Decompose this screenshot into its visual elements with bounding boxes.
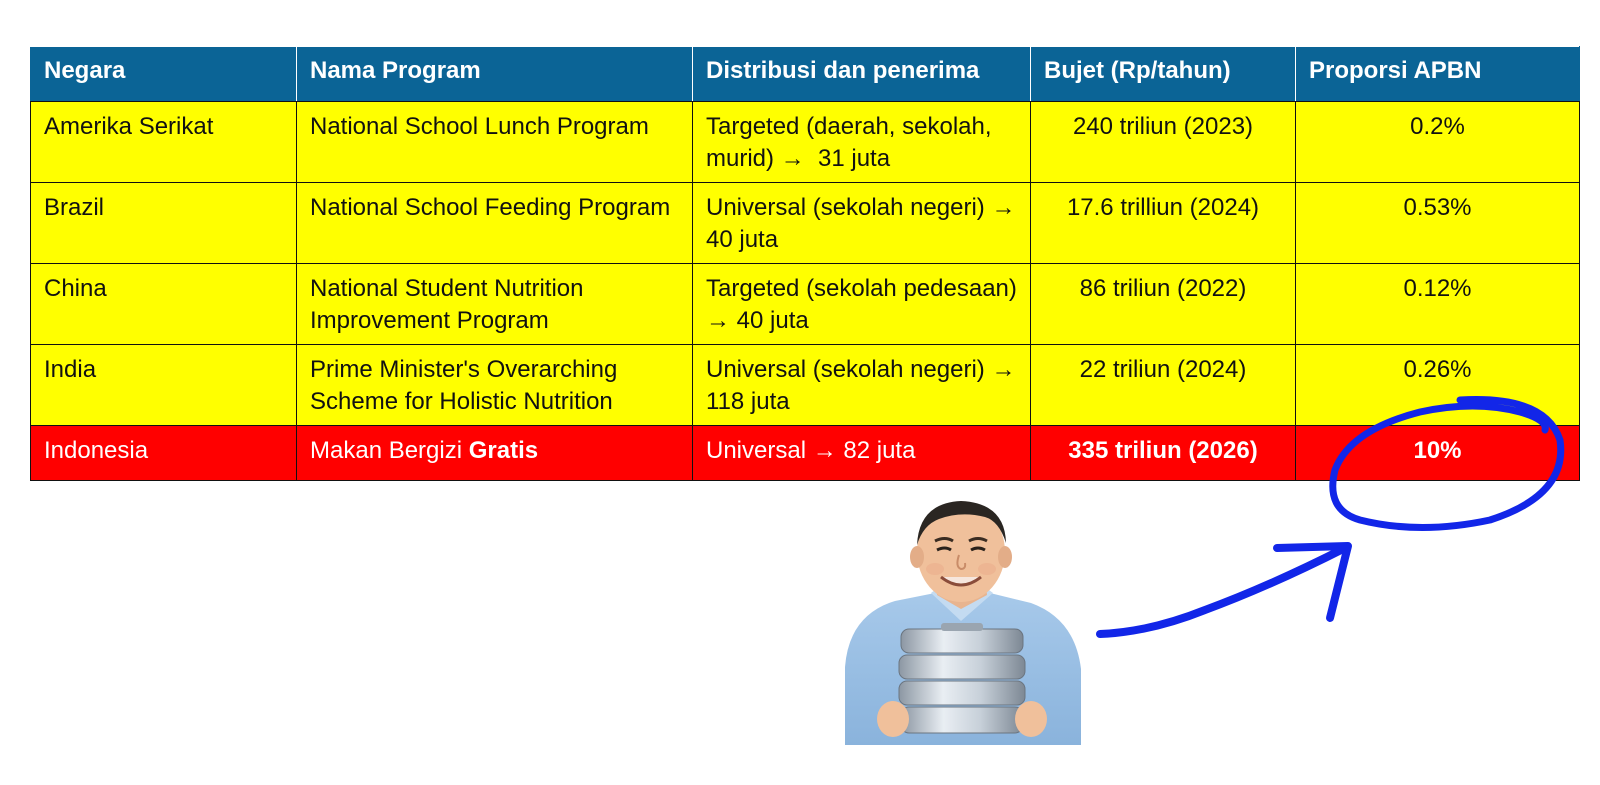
cell-proporsi: 10%	[1296, 426, 1580, 481]
comparison-table	[30, 46, 1580, 481]
cell-proporsi: 0.26%	[1296, 345, 1580, 426]
cell-distribusi	[693, 426, 1031, 481]
highlight-row	[31, 426, 1580, 481]
cell-bujet: 17.6 trilliun (2024)	[1031, 183, 1296, 264]
table-row	[31, 264, 1580, 345]
penerima-count: 40 juta	[706, 226, 779, 253]
header-bujet: Bujet (Rp/tahun)	[1031, 47, 1296, 102]
cell-negara: India	[31, 345, 297, 426]
cell-bujet: 86 triliun (2022)	[1031, 264, 1296, 345]
cell-program: National School Feeding Program	[297, 183, 693, 264]
cell-proporsi: 0.53%	[1296, 183, 1580, 264]
arrow-right-icon: →	[991, 194, 1016, 221]
cell-bujet: 335 triliun (2026)	[1031, 426, 1296, 481]
cell-distribusi	[693, 183, 1031, 264]
header-nama-program: Nama Program	[297, 47, 693, 102]
cell-negara: China	[31, 264, 297, 345]
penerima-count: 31 juta	[804, 145, 891, 172]
figure-holding-food-containers-icon	[835, 497, 1090, 745]
arrow-right-icon: →	[812, 437, 837, 464]
distribusi-text: Universal	[706, 437, 813, 464]
distribusi-text: Universal (sekolah negeri)	[706, 194, 992, 221]
program-bold-text: Gratis	[468, 437, 539, 464]
cell-negara: Brazil	[31, 183, 297, 264]
cell-negara: Amerika Serikat	[31, 102, 297, 183]
table-row	[31, 345, 1580, 426]
arrow-right-icon: →	[706, 307, 730, 334]
cell-program: Prime Minister's Overarching Scheme for Holistic Nutrition	[297, 345, 693, 426]
penerima-count: 118 juta	[706, 388, 790, 415]
arrow-right-icon: →	[991, 356, 1016, 383]
cell-bujet: 22 triliun (2024)	[1031, 345, 1296, 426]
cell-distribusi	[693, 102, 1031, 183]
penerima-count: 40 juta	[730, 307, 809, 334]
header-proporsi: Proporsi APBN	[1296, 47, 1580, 102]
cell-program	[297, 426, 693, 481]
distribusi-text: Targeted (daerah, sekolah, murid)	[706, 113, 992, 172]
arrow-right-icon: →	[780, 145, 805, 172]
program-text: Makan Bergizi	[310, 437, 469, 464]
cell-program: National School Lunch Program	[297, 102, 693, 183]
distribusi-text: Targeted (sekolah pedesaan)	[706, 275, 1017, 302]
cell-negara: Indonesia	[31, 426, 297, 481]
distribusi-text: Universal (sekolah negeri)	[706, 356, 992, 383]
header-distribusi: Distribusi dan penerima	[693, 47, 1031, 102]
cell-proporsi: 0.2%	[1296, 102, 1580, 183]
table-row	[31, 102, 1580, 183]
header-negara: Negara	[31, 47, 297, 102]
cell-program: National Student Nutrition Improvement Program	[297, 264, 693, 345]
penerima-count: 82 juta	[836, 437, 916, 464]
table-header-row	[31, 47, 1580, 102]
cell-proporsi: 0.12%	[1296, 264, 1580, 345]
cell-distribusi	[693, 264, 1031, 345]
table-row	[31, 183, 1580, 264]
cell-distribusi	[693, 345, 1031, 426]
cell-bujet: 240 triliun (2023)	[1031, 102, 1296, 183]
hand-drawn-arrow	[1100, 546, 1348, 634]
